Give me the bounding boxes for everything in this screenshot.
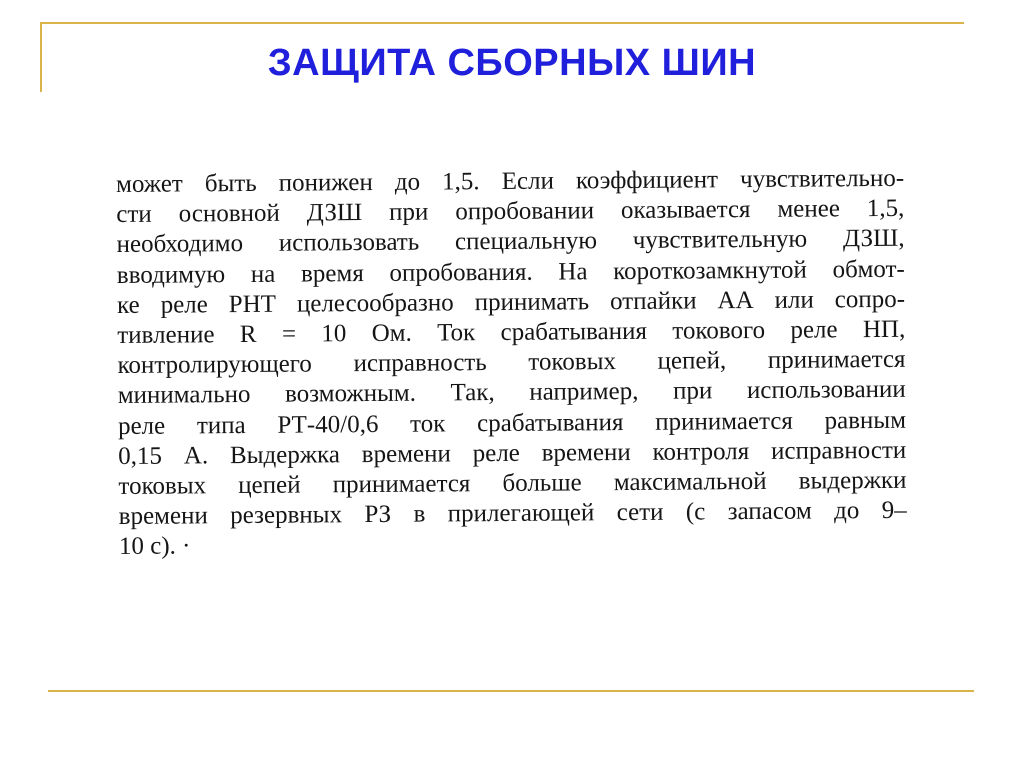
text-line: 10 с). · — [118, 532, 191, 561]
text-line: времени резервных РЗ в прилегающей сети (с запасом до 9– — [118, 497, 907, 531]
text-line: 0,15 А. Выдержка времени реле времени контроля исправности — [118, 436, 907, 470]
text-line: ке реле РНТ целесообразно принимать отпайки АА или сопро- — [116, 285, 906, 319]
text-line: токовых цепей принимается больше максимальной выдержки — [118, 466, 907, 501]
text-line: контролирующего исправность токовых цепей, принимается — [117, 346, 906, 380]
text-line: тивление R = 10 Ом. Ток срабатывания токового реле НП, — [117, 315, 906, 350]
text-line: сти основной ДЗШ при опробовании оказывается менее 1,5, — [116, 195, 905, 229]
text-line: вводимую на время опробования. На короткозамкнутой обмот- — [116, 255, 905, 289]
top-divider — [40, 22, 964, 24]
text-line: минимально возможным. Так, например, при использовании — [117, 376, 906, 410]
text-line: необходимо использовать специальную чувствительную ДЗШ, — [116, 225, 905, 259]
scanned-text-block — [116, 164, 907, 563]
text-line: реле типа РТ-40/0,6 ток срабатывания принимается равным — [117, 406, 907, 440]
bottom-divider — [48, 690, 974, 692]
text-line: может быть понижен до 1,5. Если коэффициент чувствительно- — [116, 164, 905, 198]
slide-title: ЗАЩИТА СБОРНЫХ ШИН — [267, 42, 757, 84]
